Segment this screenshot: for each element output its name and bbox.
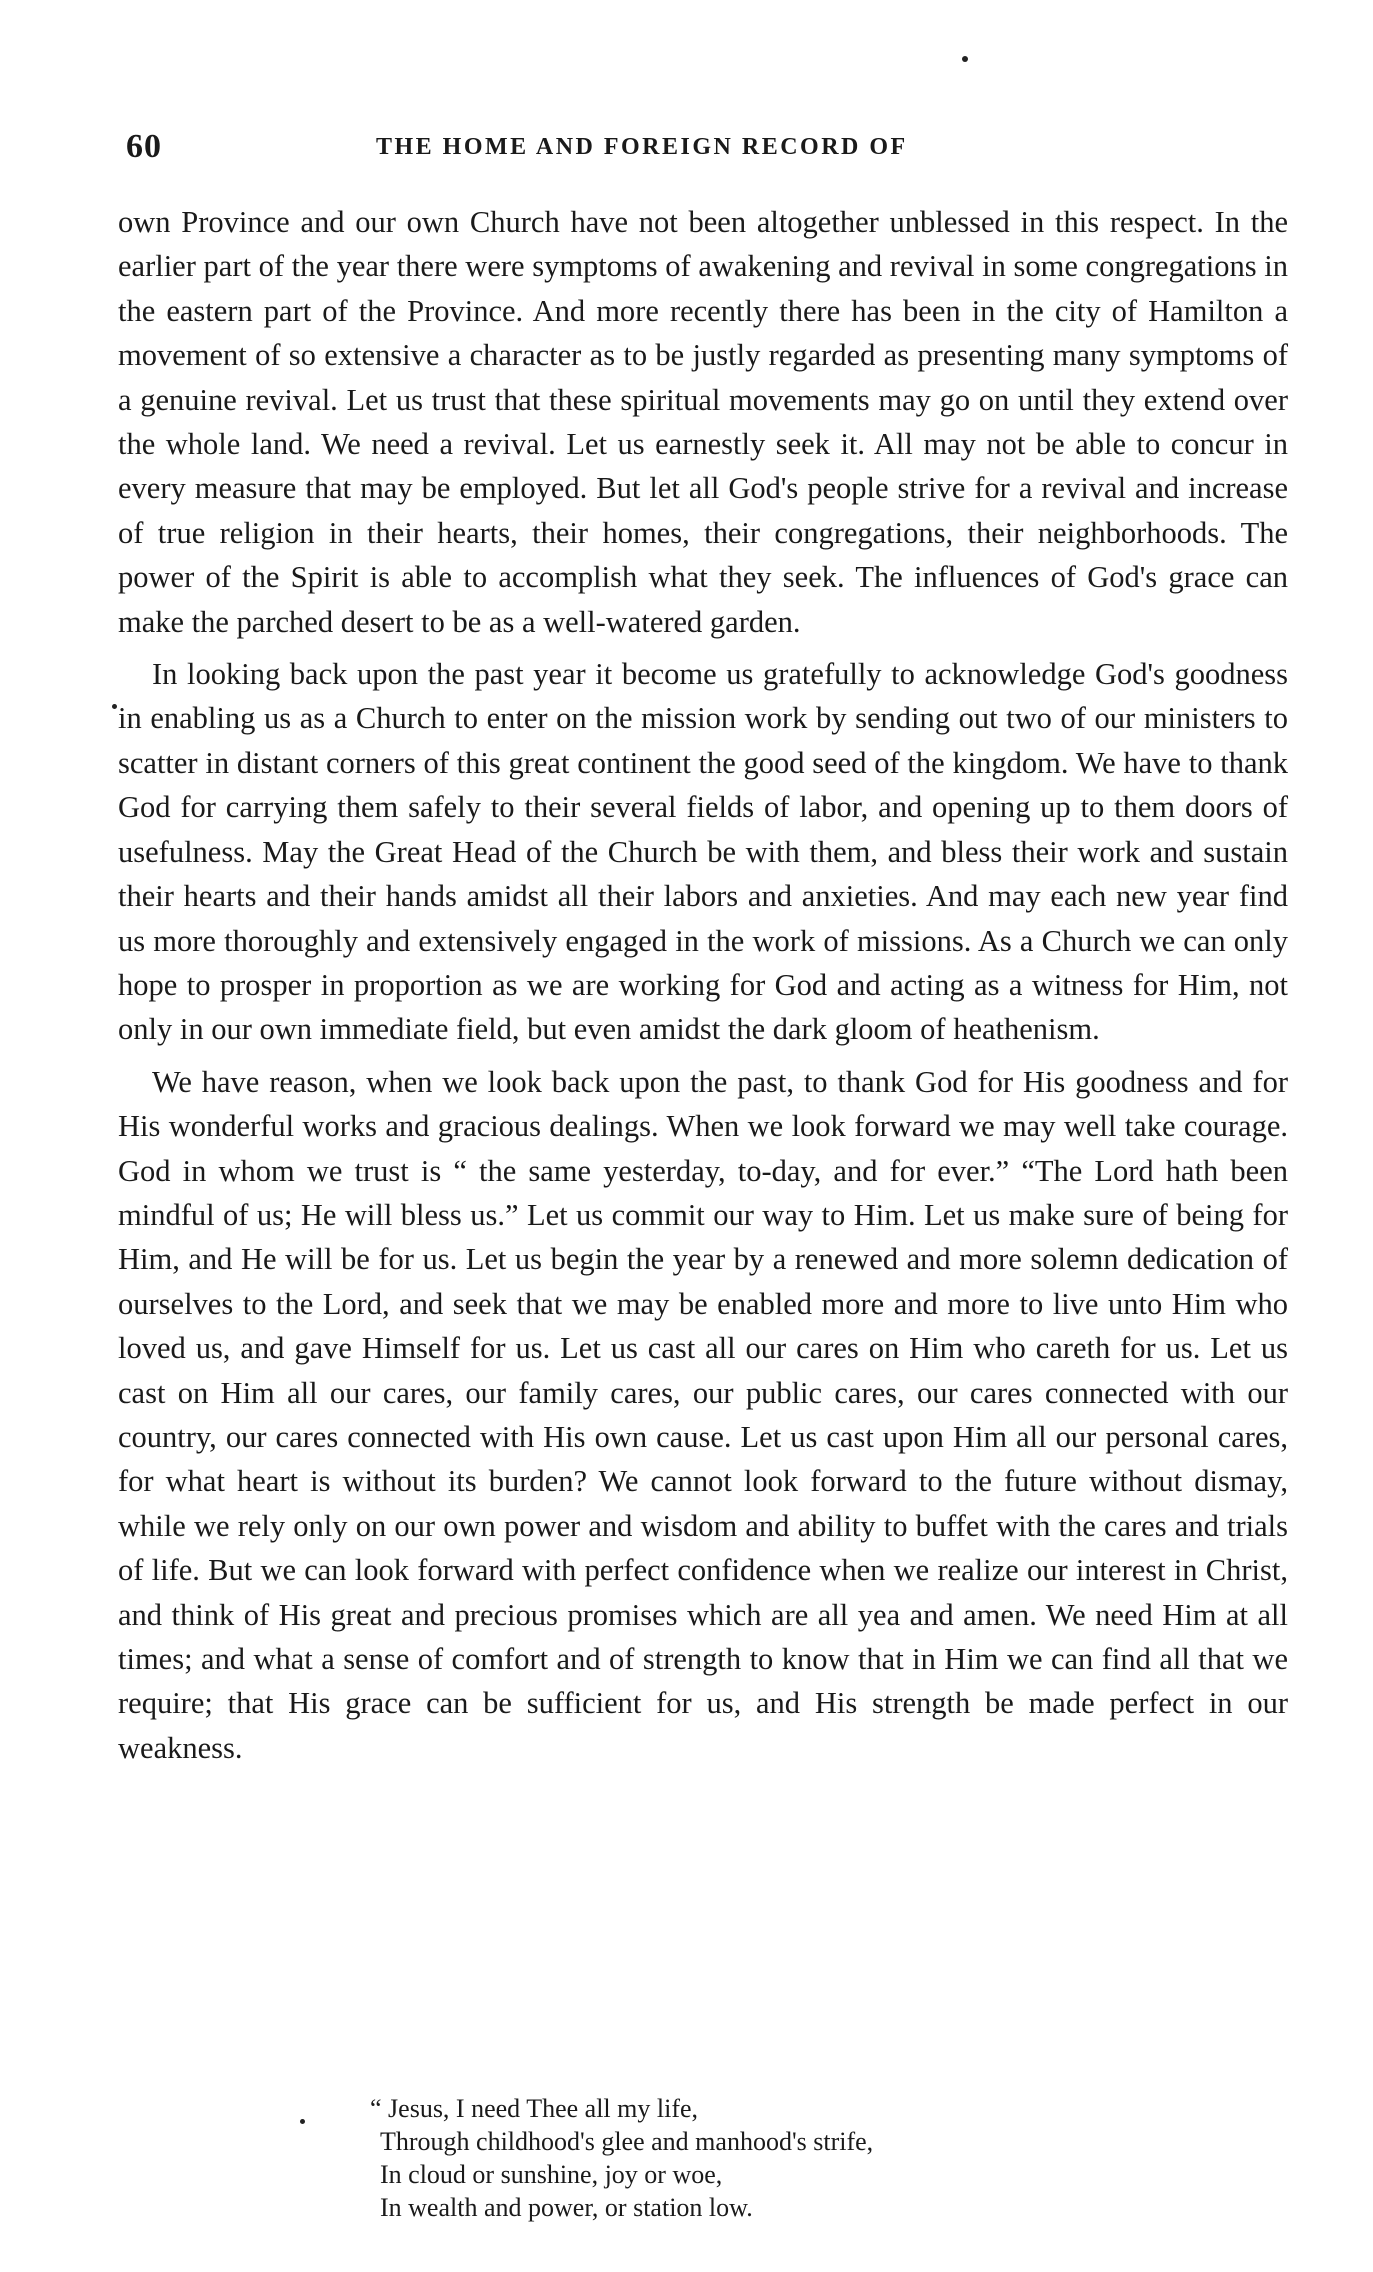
verse-line: In cloud or sunshine, joy or woe, <box>380 2160 723 2189</box>
page-number: 60 <box>126 128 162 165</box>
article-body <box>118 200 1288 1778</box>
paragraph: In looking back upon the past year it become us gratefully to acknowledge God's goodness in enabling us as a Church to enter on the mission work by sending out two of our ministers to scatter in distant corners of this great continent the good seed of the kingdom. We have to thank God for carrying them safely to their several fields of labor, and opening up to them doors of usefulness. May the Great Head of the Church be with them, and bless their work and sustain their hearts and their hands amidst all their labors and anxieties. And may each new year find us more thoroughly and extensively engaged in the work of missions. As a Church we can only hope to prosper in proportion as we are working for God and acting as a witness for Him, not only in our own immediate field, but even amidst the dark gloom of heathenism. <box>118 657 1288 1047</box>
print-speck <box>300 2119 305 2124</box>
verse-line: Through childhood's glee and manhood's strife, <box>380 2127 874 2156</box>
paragraph-continued: own Province and our own Church have not been altogether unblessed in this respect. In the earlier part of the year there were symptoms of awakening and revival in some congregations in the eastern part of the Province. And more recently there has been in the city of Hamilton a movement of so extensive a character as to be justly regarded as presenting many symptoms of a genuine revival. Let us trust that these spiritual movements may go on until they extend over the whole land. We need a revival. Let us earnestly seek it. All may not be able to concur in every measure that may be employed. But let all God's people strive for a revival and increase of true religion in their hearts, their homes, their congregations, their neighborhoods. The power of the Spirit is able to accomplish what they seek. The influences of God's grace can make the parched desert to be as a well-watered garden. <box>118 205 1288 639</box>
print-speck <box>962 56 968 62</box>
verse-line: “ Jesus, I need Thee all my life, <box>370 2094 699 2123</box>
paragraph: We have reason, when we look back upon the past, to thank God for His goodness and for His wonderful works and gracious dealings. When we look forward we may well take courage. God in whom we trust is “ the same yesterday, to-day, and for ever.” “The Lord hath been mindful of us; He will bless us.” Let us commit our way to Him. Let us make sure of being for Him, and He will be for us. Let us begin the year by a renewed and more solemn dedication of ourselves to the Lord, and seek that we may be enabled more and more to live unto Him who loved us, and gave Himself for us. Let us cast all our cares on Him who careth for us. Let us cast on Him all our cares, our family cares, our public cares, our cares connected with our country, our cares connected with His own cause. Let us cast upon Him all our personal cares, for what heart is without its burden? We cannot look forward to the future without dismay, while we rely only on our own power and wisdom and ability to buffet with the cares and trials of life. But we can look forward with perfect confidence when we realize our interest in Christ, and think of His great and precious promises which are all yea and amen. We need Him at all times; and what a sense of comfort and of strength to know that in Him we can find all that we require; that His grace can be sufficient for us, and His strength be made perfect in our weakness. <box>118 1064 1288 1765</box>
page-header <box>126 128 1286 178</box>
running-title: THE HOME AND FOREIGN RECORD OF <box>376 134 908 160</box>
verse-line: In wealth and power, or station low. <box>380 2193 753 2222</box>
print-speck <box>112 704 117 709</box>
hymn-quotation <box>370 2092 874 2224</box>
